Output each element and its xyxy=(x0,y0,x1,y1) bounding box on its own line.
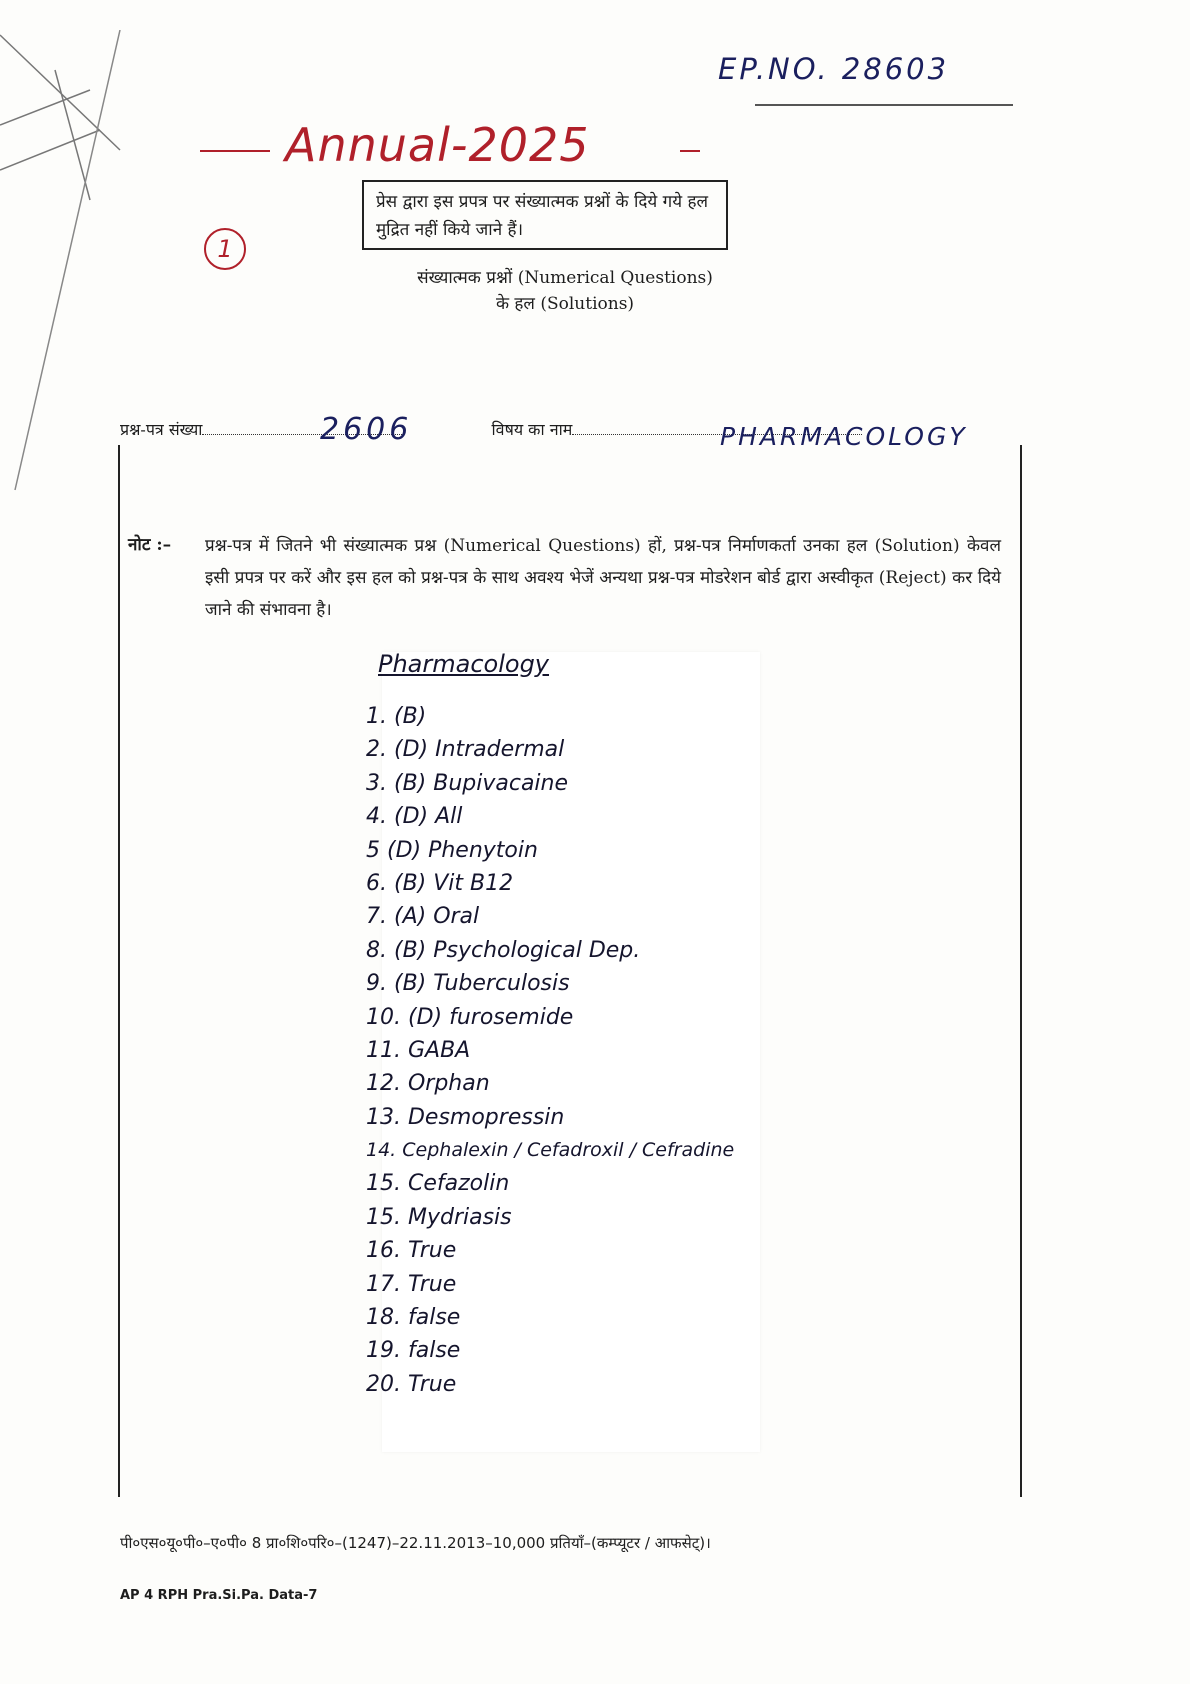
circled-number: 1 xyxy=(204,228,246,270)
answer-item: 9. (B) Tuberculosis xyxy=(366,971,570,997)
answer-item: 20. True xyxy=(366,1371,457,1397)
answer-item: 18. false xyxy=(366,1305,461,1331)
answer-item: 8. (B) Psychological Dep. xyxy=(366,937,641,963)
annual-heading: Annual-2025 xyxy=(285,118,590,172)
answer-item: 11. GABA xyxy=(366,1037,471,1063)
heading-line-2: के हल (Solutions) xyxy=(495,294,635,314)
ep-number: EP.NO. 28603 xyxy=(718,52,950,86)
subject-value: PHARMACOLOGY xyxy=(720,422,968,451)
answer-item: 3. (B) Bupivacaine xyxy=(366,770,569,796)
notice-box: प्रेस द्वारा इस प्रपत्र पर संख्यात्मक प्रश्नों के दिये गये हल मुद्रित नहीं किये जाने हैं। xyxy=(362,180,728,250)
answer-item: 14. Cephalexin / Cefadroxil / Cefradine xyxy=(366,1139,735,1162)
subject-label: विषय का नाम xyxy=(491,420,573,439)
heading-line-1: संख्यात्मक प्रश्नों (Numerical Questions) xyxy=(417,268,713,288)
answer-item: 4. (D) All xyxy=(366,804,463,830)
ep-underline xyxy=(755,104,1013,106)
paper-no-label: प्रश्न-पत्र संख्या xyxy=(120,420,203,439)
answer-item: 13. Desmopressin xyxy=(366,1104,565,1130)
annual-right-dash xyxy=(680,150,700,152)
form-code: AP 4 RPH Pra.Si.Pa. Data-7 xyxy=(120,1588,318,1603)
annual-left-dash xyxy=(200,150,270,152)
corner-scan-lines xyxy=(0,30,130,500)
answer-item: 2. (D) Intradermal xyxy=(366,737,565,763)
solutions-heading xyxy=(380,265,750,317)
answers-title: Pharmacology xyxy=(378,650,550,678)
footer-imprint: पी०एस०यू०पी०–ए०पी० 8 प्रा०शि०परि०–(1247)–22.11.2013–10,000 प्रतियाँ–(कम्प्यूटर / आफसेट्)। xyxy=(120,1534,711,1552)
answer-item: 15. Cefazolin xyxy=(366,1171,510,1197)
answer-item: 12. Orphan xyxy=(366,1071,490,1097)
answer-list xyxy=(366,700,734,1401)
answer-item: 17. True xyxy=(366,1271,457,1297)
answer-item: 7. (A) Oral xyxy=(366,904,480,930)
answer-item: 10. (D) furosemide xyxy=(366,1004,574,1030)
answer-item: 15. Mydriasis xyxy=(366,1204,512,1230)
paper-no-value: 2606 xyxy=(320,412,413,447)
answer-item: 16. True xyxy=(366,1238,457,1264)
answer-item: 5 (D) Phenytoin xyxy=(366,837,538,863)
answer-item: 6. (B) Vit B12 xyxy=(366,870,514,896)
answer-item: 19. false xyxy=(366,1338,461,1364)
note-label: नोट :– xyxy=(128,535,172,555)
note-text: प्रश्न-पत्र में जितने भी संख्यात्मक प्रश्न (Numerical Questions) हों, प्रश्न-पत्र निर्माणकर्ता उनका हल (Solution) केवल इसी प्रपत्र पर करें और इस हल को प्रश्न-पत्र के साथ अवश्य भेजें अन्यथा प्रश्न-पत्र मोडरेशन बोर्ड द्वारा अस्वीकृत (Reject) कर दिये जाने की संभावना है। xyxy=(205,536,1001,620)
answer-item: 1. (B) xyxy=(366,704,427,729)
